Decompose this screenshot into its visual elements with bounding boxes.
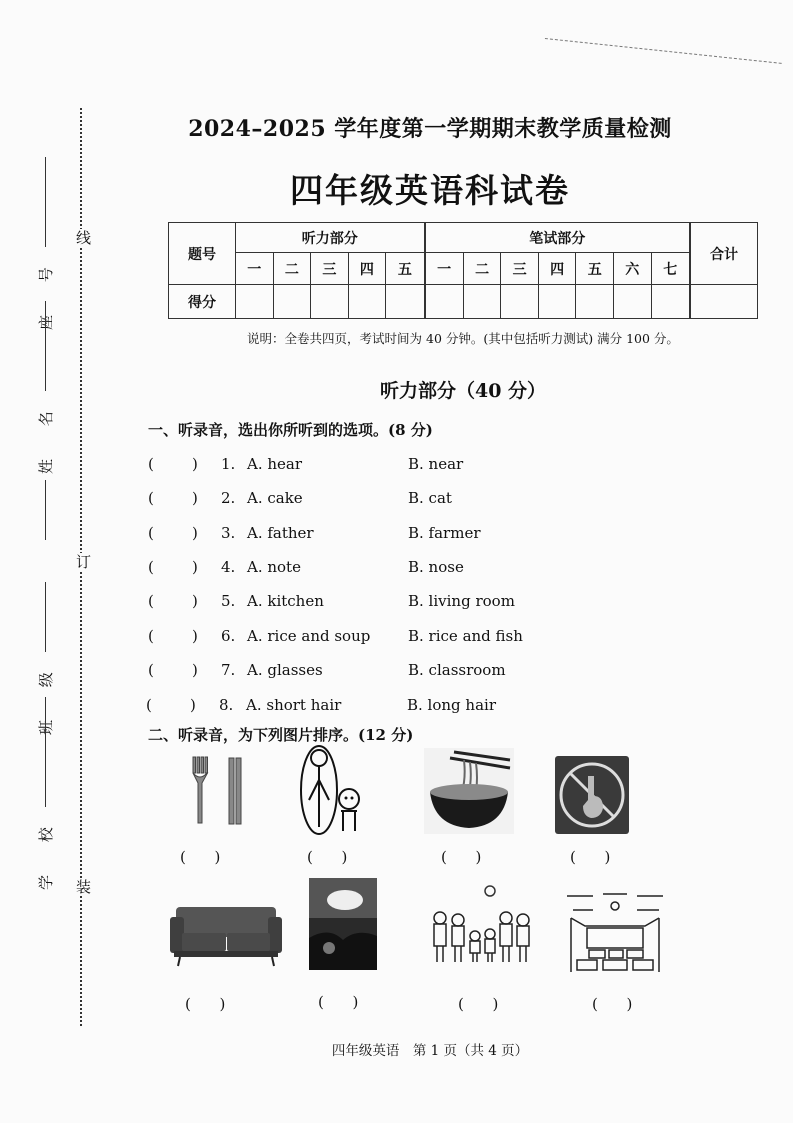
listening-header: 听力部分 (236, 223, 425, 253)
exam-title: 2024–2025 学年度第一学期期末教学质量检测 (188, 116, 672, 142)
binding-word-zhuang: 装 (76, 878, 92, 896)
picture-answer-blank[interactable]: ( ) (307, 848, 348, 866)
part1-title: 一、听录音，选出你所听到的选项。(8 分) (148, 421, 433, 439)
item-number: 3. (221, 524, 236, 542)
top-dashed-line (545, 38, 782, 64)
listening-q2: 二 (273, 253, 311, 285)
answer-bracket-left[interactable]: ( (146, 696, 152, 714)
option-b: B. nose (408, 558, 464, 576)
writing-q1: 一 (425, 253, 464, 285)
writing-q6: 六 (614, 253, 652, 285)
option-b: B. living room (408, 592, 515, 610)
sofa-picture (170, 905, 282, 967)
score-cell[interactable] (576, 285, 614, 319)
total-score-cell[interactable] (690, 285, 758, 319)
classroom-picture (563, 888, 667, 976)
score-cell[interactable] (311, 285, 349, 319)
writing-q7: 七 (651, 253, 690, 285)
writing-q3: 三 (501, 253, 539, 285)
part2-title: 二、听录音，为下列图片排序。(12 分) (148, 726, 414, 744)
answer-bracket-right[interactable]: ) (192, 489, 198, 507)
option-a: A. note (247, 558, 301, 576)
family-picture (430, 884, 532, 966)
list-item (148, 590, 598, 612)
list-item (148, 556, 598, 578)
answer-bracket-left[interactable]: ( (148, 592, 154, 610)
item-number: 5. (221, 592, 236, 610)
instructions: 说明：全卷共四页，考试时间为 40 分钟。(其中包括听力测试) 满分 100 分。 (247, 331, 679, 346)
subject-title: 四年级英语科试卷 (290, 171, 570, 210)
item-number: 6. (221, 627, 236, 645)
seat-number-field[interactable]: 座 号 (35, 157, 56, 330)
picture-answer-blank[interactable]: ( ) (570, 848, 611, 866)
list-item (148, 487, 598, 509)
answer-bracket-right[interactable]: ) (192, 558, 198, 576)
option-a: A. short hair (246, 696, 342, 714)
score-table (168, 222, 758, 319)
listening-section-title: 听力部分（40 分） (379, 380, 547, 402)
score-cell[interactable] (348, 285, 386, 319)
quiet-sign-picture (555, 756, 629, 834)
score-cell[interactable] (651, 285, 690, 319)
picture-answer-blank[interactable]: ( ) (185, 995, 226, 1013)
score-cell[interactable] (501, 285, 539, 319)
item-number: 8. (219, 696, 234, 714)
option-a: A. father (247, 524, 314, 542)
school-field[interactable]: 学 校 (35, 697, 56, 890)
option-a: A. glasses (247, 661, 323, 679)
listening-q1: 一 (236, 253, 274, 285)
listening-q3: 三 (311, 253, 349, 285)
listening-q4: 四 (348, 253, 386, 285)
list-item (148, 453, 598, 475)
option-b: B. long hair (407, 696, 496, 714)
answer-bracket-left[interactable]: ( (148, 524, 154, 542)
item-number: 4. (221, 558, 236, 576)
list-item (148, 659, 598, 681)
answer-bracket-right[interactable]: ) (192, 455, 198, 473)
binding-word-ding: 订 (76, 553, 92, 571)
name-field[interactable]: 姓 名 (35, 301, 56, 540)
picture-answer-blank[interactable]: ( ) (458, 995, 499, 1013)
answer-bracket-right[interactable]: ) (192, 661, 198, 679)
option-b: B. near (408, 455, 464, 473)
option-a: A. rice and soup (247, 627, 371, 645)
item-number: 2. (221, 489, 236, 507)
answer-bracket-left[interactable]: ( (148, 558, 154, 576)
picture-answer-blank[interactable]: ( ) (592, 995, 633, 1013)
item-number: 1. (221, 455, 236, 473)
answer-bracket-left[interactable]: ( (148, 627, 154, 645)
score-row-label: 得分 (169, 285, 236, 319)
score-cell[interactable] (425, 285, 464, 319)
option-a: A. hear (247, 455, 303, 473)
answer-bracket-right[interactable]: ) (192, 627, 198, 645)
answer-bracket-left[interactable]: ( (148, 489, 154, 507)
writing-q4: 四 (538, 253, 576, 285)
fork-and-chopsticks-picture (185, 755, 255, 830)
score-cell[interactable] (538, 285, 576, 319)
tall-and-short-people-picture (297, 745, 369, 837)
writing-header: 笔试部分 (425, 223, 691, 253)
score-cell[interactable] (614, 285, 652, 319)
listening-q5: 五 (386, 253, 425, 285)
writing-q2: 二 (463, 253, 501, 285)
list-item (148, 625, 598, 647)
dark-scene-picture (309, 878, 377, 970)
score-cell[interactable] (463, 285, 501, 319)
score-cell[interactable] (386, 285, 425, 319)
option-b: B. rice and fish (408, 627, 523, 645)
picture-answer-blank[interactable]: ( ) (180, 848, 221, 866)
binding-word-xian: 线 (76, 229, 92, 247)
list-item (148, 694, 598, 716)
writing-q5: 五 (576, 253, 614, 285)
page-footer: 四年级英语 第 1 页（共 4 页） (331, 1043, 529, 1059)
answer-bracket-left[interactable]: ( (148, 661, 154, 679)
option-a: A. cake (247, 489, 303, 507)
item-number: 7. (221, 661, 236, 679)
answer-bracket-left[interactable]: ( (148, 455, 154, 473)
option-a: A. kitchen (247, 592, 324, 610)
score-cell[interactable] (273, 285, 311, 319)
score-cell[interactable] (236, 285, 274, 319)
list-item (148, 522, 598, 544)
picture-answer-blank[interactable]: ( ) (318, 993, 359, 1011)
total-header: 合计 (690, 223, 758, 285)
answer-bracket-right[interactable]: ) (192, 524, 198, 542)
option-b: B. classroom (408, 661, 506, 679)
noodles-bowl-picture (424, 748, 514, 834)
row-header-label: 题号 (169, 223, 236, 285)
option-b: B. farmer (408, 524, 481, 542)
option-b: B. cat (408, 489, 452, 507)
picture-answer-blank[interactable]: ( ) (441, 848, 482, 866)
answer-bracket-right[interactable]: ) (192, 592, 198, 610)
answer-bracket-right[interactable]: ) (190, 696, 196, 714)
class-field[interactable]: 班 级 (35, 582, 56, 735)
